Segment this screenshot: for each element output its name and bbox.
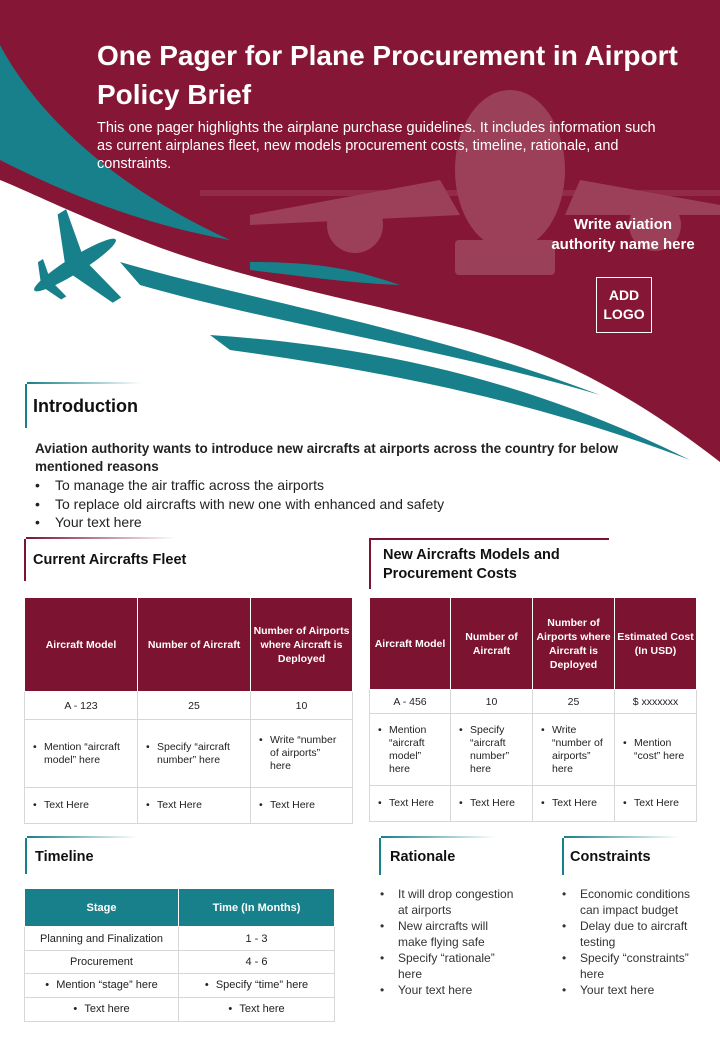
introduction-body bbox=[35, 440, 685, 532]
fleet-heading-text: Current Aircrafts Fleet bbox=[33, 552, 187, 568]
table-cell: • Text Here bbox=[541, 797, 606, 810]
table-cell: 10 bbox=[251, 692, 353, 720]
timeline-heading bbox=[25, 838, 135, 874]
list-item: • Delay due to aircraft testing bbox=[562, 918, 707, 950]
list-item: • New aircrafts will make flying safe bbox=[380, 918, 515, 950]
table-cell: 10 bbox=[451, 690, 533, 714]
fleet-col-airports: Number of Airports where Aircraft is Deployed bbox=[251, 598, 353, 692]
table-cell: $ xxxxxxx bbox=[615, 690, 697, 714]
fleet-col-model: Aircraft Model bbox=[25, 598, 138, 692]
introduction-heading-text: Introduction bbox=[33, 396, 138, 416]
page-subtitle: This one pager highlights the airplane purchase guidelines. It includes information such as current airplanes fleet, new models procurement costs, timeline, rationale, and constraints. bbox=[97, 120, 656, 172]
constraints-heading-text: Constraints bbox=[570, 849, 651, 865]
list-item: • Your text here bbox=[562, 982, 707, 998]
timeline-col-time: Time (In Months) bbox=[179, 889, 335, 927]
table-cell: • Text here bbox=[228, 1003, 284, 1015]
new-models-heading bbox=[369, 538, 609, 589]
rationale-list bbox=[380, 886, 515, 998]
table-cell: • Text Here bbox=[459, 797, 524, 810]
list-item: • Specify “rationale” here bbox=[380, 950, 515, 982]
new-models-heading-text: New Aircrafts Models and Procurement Costs bbox=[383, 547, 560, 582]
page-title: One Pager for Plane Procurement in Airport Policy Brief bbox=[97, 40, 678, 110]
fleet-col-number: Number of Aircraft bbox=[138, 598, 251, 692]
list-item: • Your text here bbox=[380, 982, 515, 998]
table-cell: Procurement bbox=[25, 951, 179, 974]
table-cell: • Text Here bbox=[259, 799, 344, 812]
timeline-col-stage: Stage bbox=[25, 889, 179, 927]
constraints-list bbox=[562, 886, 707, 998]
table-cell: • Write “number of airports” here bbox=[259, 734, 344, 773]
timeline-table bbox=[24, 888, 335, 1022]
timeline-heading-text: Timeline bbox=[35, 849, 94, 865]
list-item: • To replace old aircrafts with new one with enhanced and safety bbox=[35, 495, 685, 514]
fleet-heading bbox=[24, 539, 204, 581]
new-col-airports: Number of Airports where Aircraft is Deployed bbox=[533, 598, 615, 690]
table-cell: • Mention “aircraft model” here bbox=[378, 724, 442, 776]
table-cell: • Text Here bbox=[378, 797, 442, 810]
introduction-heading bbox=[25, 384, 140, 428]
fleet-table bbox=[24, 597, 353, 824]
table-cell: • Text Here bbox=[146, 799, 242, 812]
list-item: • Specify “constraints” here bbox=[562, 950, 707, 982]
table-cell: • Specify “aircraft number” here bbox=[459, 724, 524, 776]
rationale-heading bbox=[379, 838, 494, 875]
new-col-model: Aircraft Model bbox=[370, 598, 451, 690]
constraints-heading bbox=[562, 838, 677, 875]
introduction-lead: Aviation authority wants to introduce new aircrafts at airports across the country for below mentioned reasons bbox=[35, 441, 619, 474]
table-cell: A - 123 bbox=[25, 692, 138, 720]
table-cell: • Text Here bbox=[623, 797, 688, 810]
table-cell: • Mention “cost” here bbox=[623, 737, 688, 763]
list-item: • Your text here bbox=[35, 513, 685, 532]
introduction-list bbox=[35, 476, 685, 532]
table-cell: • Mention “aircraft model” here bbox=[33, 741, 129, 767]
new-col-cost: Estimated Cost (In USD) bbox=[615, 598, 697, 690]
authority-name: Write aviation authority name here bbox=[551, 216, 695, 253]
logo-placeholder[interactable]: ADD LOGO bbox=[596, 277, 652, 333]
table-cell: Planning and Finalization bbox=[25, 927, 179, 951]
table-cell: A - 456 bbox=[370, 690, 451, 714]
list-item: • To manage the air traffic across the airports bbox=[35, 476, 685, 495]
table-cell: 25 bbox=[533, 690, 615, 714]
list-item: • It will drop congestion at airports bbox=[380, 886, 515, 918]
table-cell: • Specify “aircraft number” here bbox=[146, 741, 242, 767]
new-col-number: Number of Aircraft bbox=[451, 598, 533, 690]
table-cell: 4 - 6 bbox=[179, 951, 335, 974]
list-item: • Economic conditions can impact budget bbox=[562, 886, 707, 918]
table-cell: 25 bbox=[138, 692, 251, 720]
table-cell: • Specify “time” here bbox=[205, 979, 308, 991]
table-cell: • Text here bbox=[73, 1003, 129, 1015]
new-models-table bbox=[369, 597, 697, 822]
table-cell: • Text Here bbox=[33, 799, 129, 812]
table-cell: • Mention “stage” here bbox=[45, 979, 158, 991]
table-cell: 1 - 3 bbox=[179, 927, 335, 951]
table-cell: • Write “number of airports” here bbox=[541, 724, 606, 776]
rationale-heading-text: Rationale bbox=[390, 849, 456, 865]
